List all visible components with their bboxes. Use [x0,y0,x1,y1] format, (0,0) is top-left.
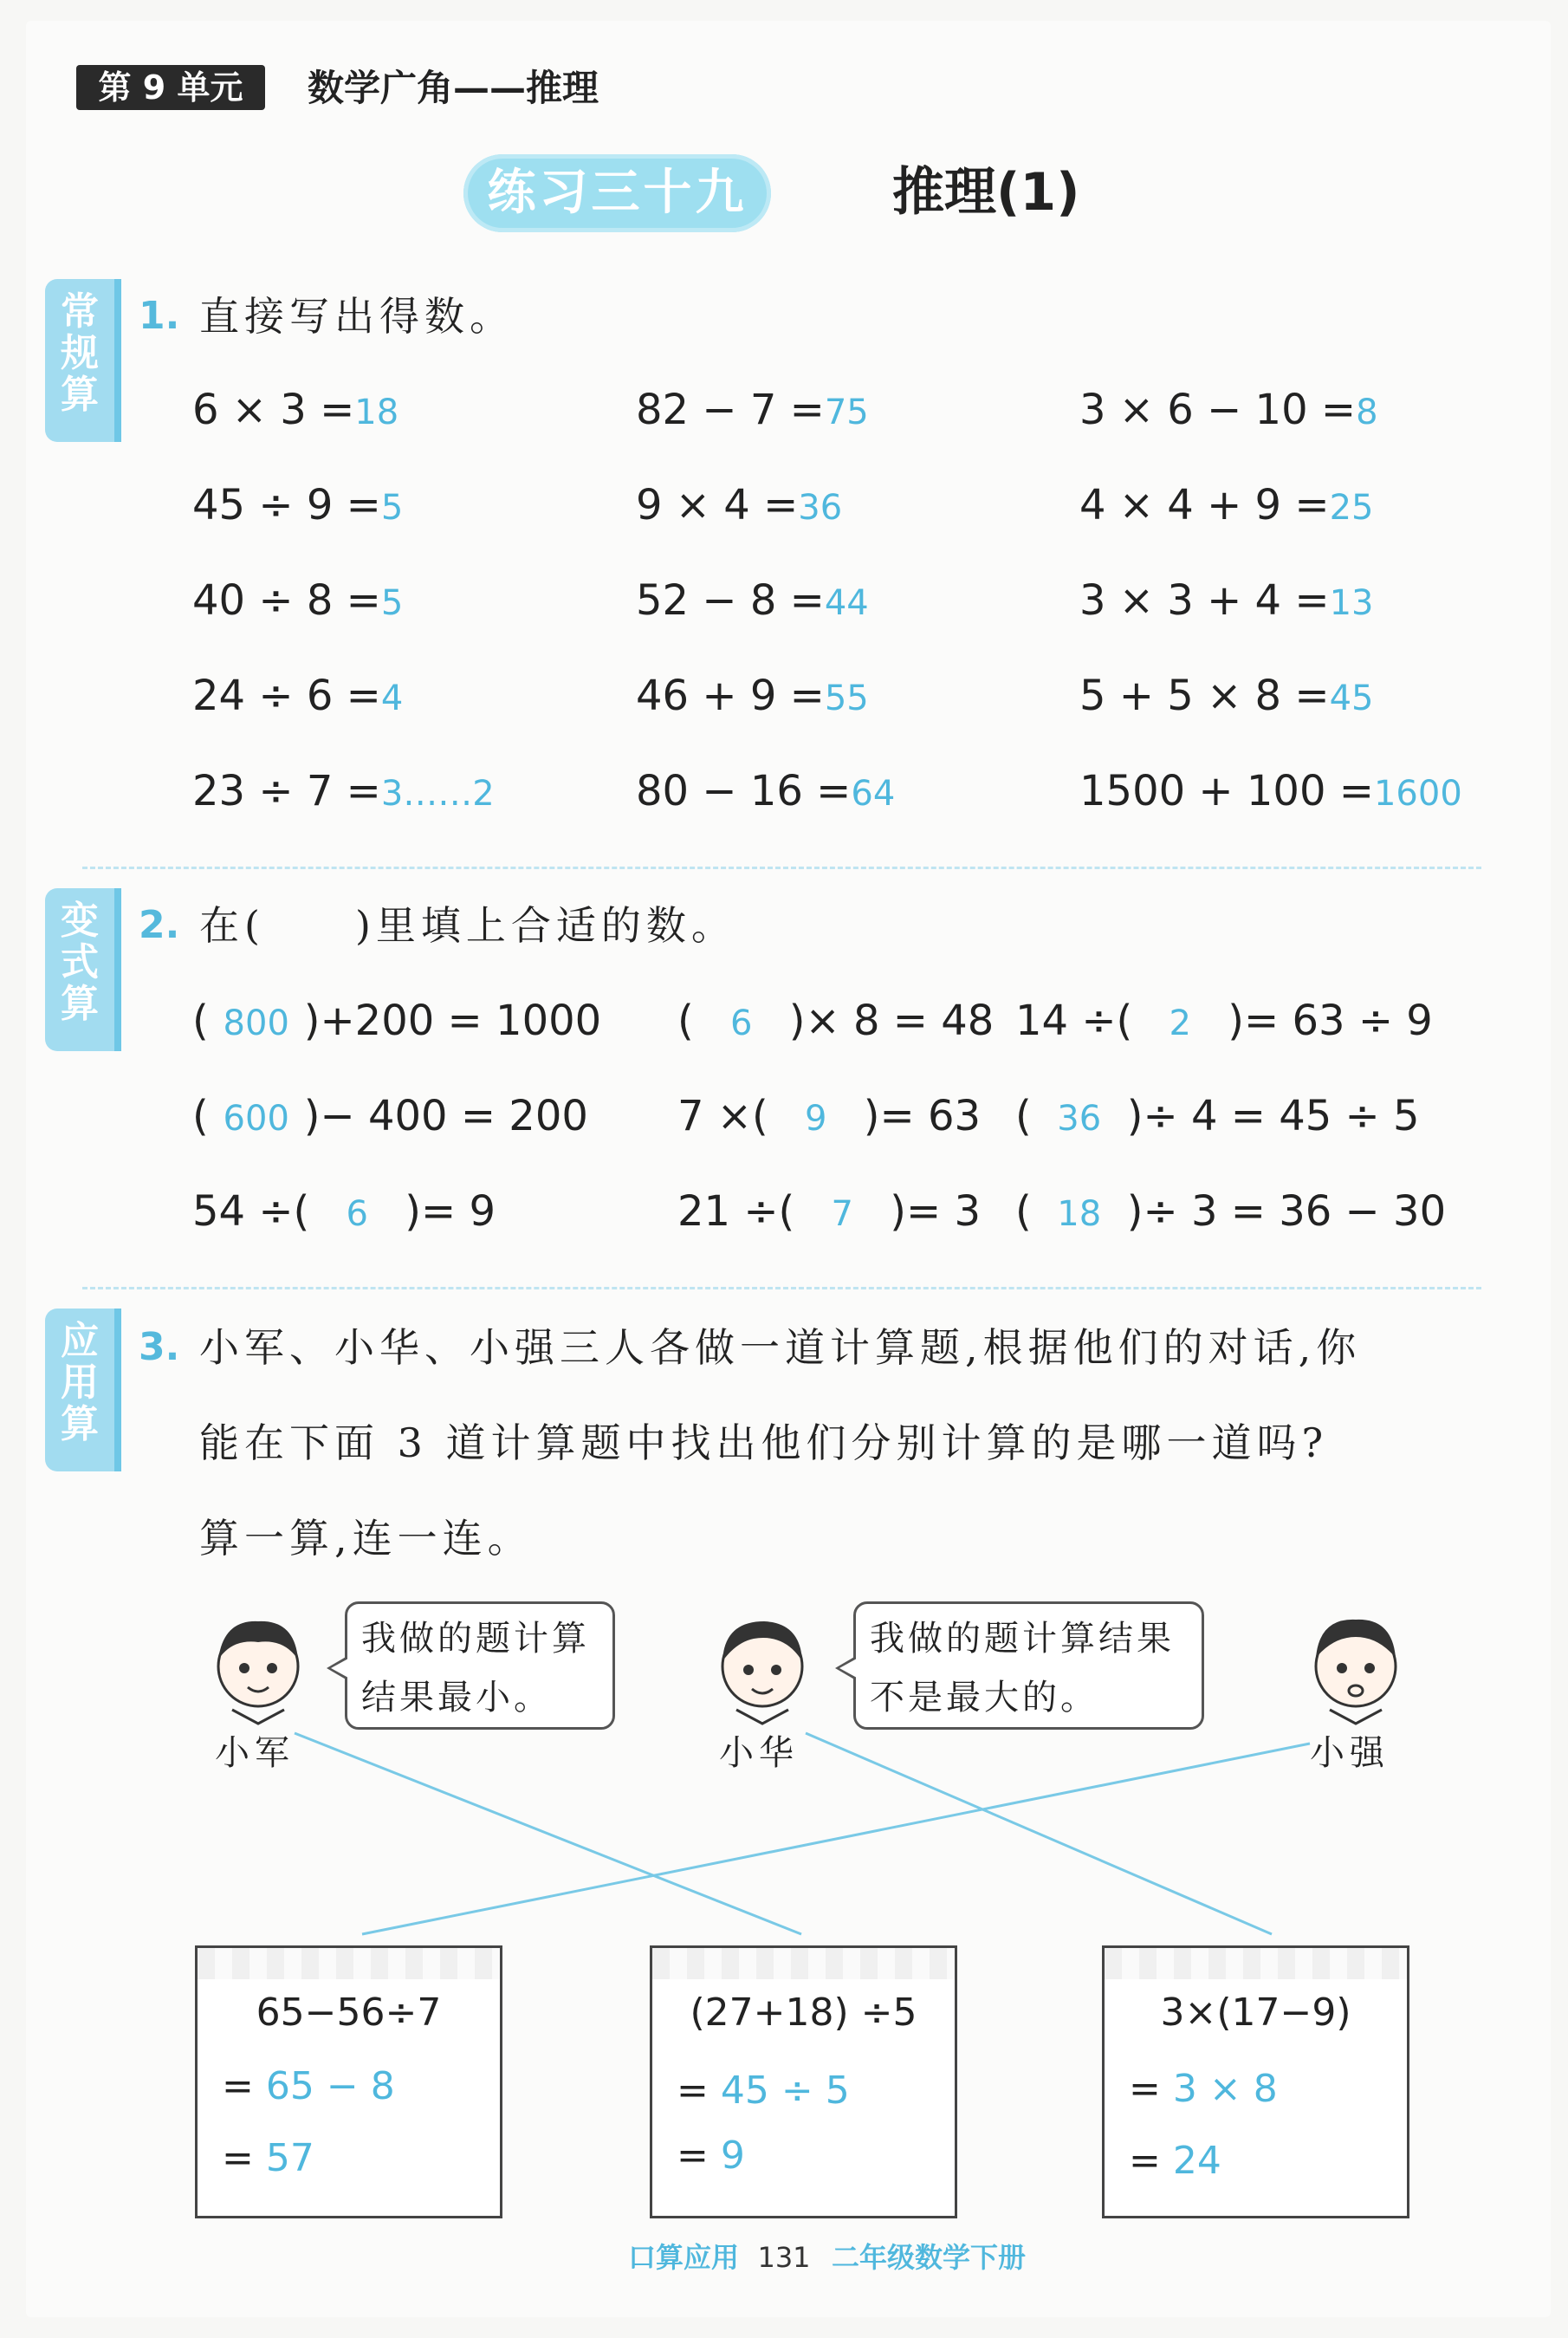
unit-badge: 第 9 单元 [76,65,265,110]
bubble-line: 不是最大的。 [870,1678,1098,1718]
footer-book-series: 口算应用 [628,2241,740,2274]
calc-question: 23 ÷ 7 = [192,767,381,815]
equals-sign: = [677,2133,709,2178]
question-text-line: 能在下面 3 道计算题中找出他们分别计算的是哪一道吗? [199,1419,1329,1466]
fill-suffix: )= 9 [405,1187,496,1236]
box-decor-strip [1105,1948,1407,1979]
fill-suffix: )÷ 4 = 45 ÷ 5 [1126,1092,1420,1140]
fill-suffix: )= 3 [890,1187,982,1236]
bubble-line: 我做的题计算 [361,1619,590,1659]
fill-suffix: )+200 = 1000 [303,997,602,1045]
box-step-value: 3 × 8 [1172,2067,1278,2111]
calc-question: 4 × 4 + 9 = [1079,481,1330,529]
calc-question: 1500 + 100 = [1079,767,1374,815]
fill-prefix: 7 ×( [677,1092,768,1140]
fill-suffix: )= 63 [863,1092,982,1140]
fill-answer: 36 [1057,1099,1102,1139]
fill-answer: 18 [1057,1194,1102,1234]
bubble-line: 结果最小。 [361,1678,552,1718]
box-step-value: 65 − 8 [265,2064,395,2108]
calc-answer: 64 [851,774,896,814]
calc-answer: 5 [380,488,404,528]
kid-name-xiaoqiang: 小强 [1310,1733,1390,1773]
equals-sign: = [222,2136,254,2180]
fill-prefix: 54 ÷( [192,1187,310,1236]
calc-question: 80 − 16 = [636,767,852,815]
question-number: 2. [139,903,180,947]
lesson-title: 推理(1) [892,162,1080,223]
line-xiaohua-to-box3 [806,1733,1272,1934]
equals-sign: = [1129,2139,1161,2183]
fill-answer: 2 [1169,1003,1191,1043]
calc-answer: 25 [1329,488,1374,528]
exercise-badge: 练习三十九 [463,154,771,232]
footer-grade-label: 二年级数学下册 [832,2241,1027,2274]
box-step-value: 9 [720,2133,745,2178]
calc-question: 40 ÷ 8 = [192,576,381,625]
box-expression: (27+18) ÷5 [690,1991,917,2035]
fill-suffix: )= 63 ÷ 9 [1228,997,1433,1045]
calc-answer: 45 [1329,679,1374,718]
calc-question: 9 × 4 = [636,481,799,529]
calc-question: 5 + 5 × 8 = [1079,672,1330,720]
calc-answer: 55 [824,679,869,718]
box-step-value: 24 [1172,2139,1221,2183]
calc-question: 3 × 6 − 10 = [1079,386,1357,434]
fill-prefix: ( [192,1092,209,1140]
equals-sign: = [1129,2067,1161,2111]
calc-answer: 44 [824,583,869,623]
section-tag-regular: 常规算 [45,279,114,442]
equals-sign: = [222,2064,254,2108]
calc-answer: 8 [1356,393,1378,432]
calc-answer: 13 [1329,583,1374,623]
box-step [1129,2135,1221,2187]
fill-answer: 6 [346,1194,368,1234]
fill-prefix: 14 ÷( [1015,997,1133,1045]
section-tag-variant: 变式算 [45,888,114,1051]
fill-prefix: ( [192,997,209,1045]
expression-box [650,1945,957,2218]
calc-answer: 5 [380,583,404,623]
bubble-line: 我做的题计算结果 [870,1619,1175,1659]
expression-box [1102,1945,1409,2218]
calc-question: 46 + 9 = [636,672,825,720]
calc-answer: 18 [354,393,399,432]
fill-answer: 800 [223,1003,289,1043]
box-step [1129,2063,1278,2115]
calc-question: 52 − 8 = [636,576,825,625]
box-step [677,2065,850,2117]
box-step-value: 45 ÷ 5 [720,2068,850,2113]
fill-answer: 9 [805,1099,827,1139]
box-decor-strip [652,1948,955,1979]
question-text-line: 算一算,连一连。 [199,1515,533,1562]
box-step-value: 57 [265,2136,314,2180]
calc-question: 82 − 7 = [636,386,825,434]
box-step [222,2061,395,2113]
fill-suffix: )÷ 3 = 36 − 30 [1126,1187,1447,1236]
line-xiaojun-to-box2 [295,1733,801,1934]
question-instruction: 在( )里填上合适的数。 [199,902,736,949]
fill-answer: 600 [223,1099,289,1139]
expression-box [195,1945,502,2218]
calc-answer: 3……2 [380,774,495,814]
page-number: 131 [757,2241,811,2274]
calc-answer: 1600 [1373,774,1462,814]
fill-prefix: ( [1015,1187,1032,1236]
fill-suffix: )− 400 = 200 [303,1092,588,1140]
unit-title: 数学广角——推理 [308,67,599,109]
equals-sign: = [677,2068,709,2113]
fill-answer: 7 [831,1194,853,1234]
kid-name-xiaohua: 小华 [719,1733,799,1773]
calc-question: 24 ÷ 6 = [192,672,381,720]
fill-suffix: )× 8 = 48 [788,997,995,1045]
fill-prefix: ( [677,997,694,1045]
line-xiaoqiang-to-box1 [362,1744,1310,1934]
question-number: 3. [139,1325,180,1369]
box-step [677,2130,745,2182]
calc-answer: 75 [824,393,869,432]
fill-prefix: 21 ÷( [677,1187,795,1236]
box-decor-strip [198,1948,500,1979]
box-expression: 3×(17−9) [1160,1991,1351,2035]
fill-answer: 6 [730,1003,753,1043]
question-text-line: 小军、小华、小强三人各做一道计算题,根据他们的对话,你 [199,1324,1362,1371]
fill-prefix: ( [1015,1092,1032,1140]
calc-question: 6 × 3 = [192,386,355,434]
calc-answer: 36 [798,488,843,528]
kid-name-xiaojun: 小军 [215,1733,295,1773]
box-step [222,2133,314,2185]
box-expression: 65−56÷7 [256,1991,442,2035]
question-instruction: 直接写出得数。 [199,293,515,340]
section-tag-application: 应用算 [45,1309,114,1471]
calc-answer: 4 [380,679,404,718]
question-number: 1. [139,294,180,338]
calc-question: 3 × 3 + 4 = [1079,576,1330,625]
calc-question: 45 ÷ 9 = [192,481,381,529]
